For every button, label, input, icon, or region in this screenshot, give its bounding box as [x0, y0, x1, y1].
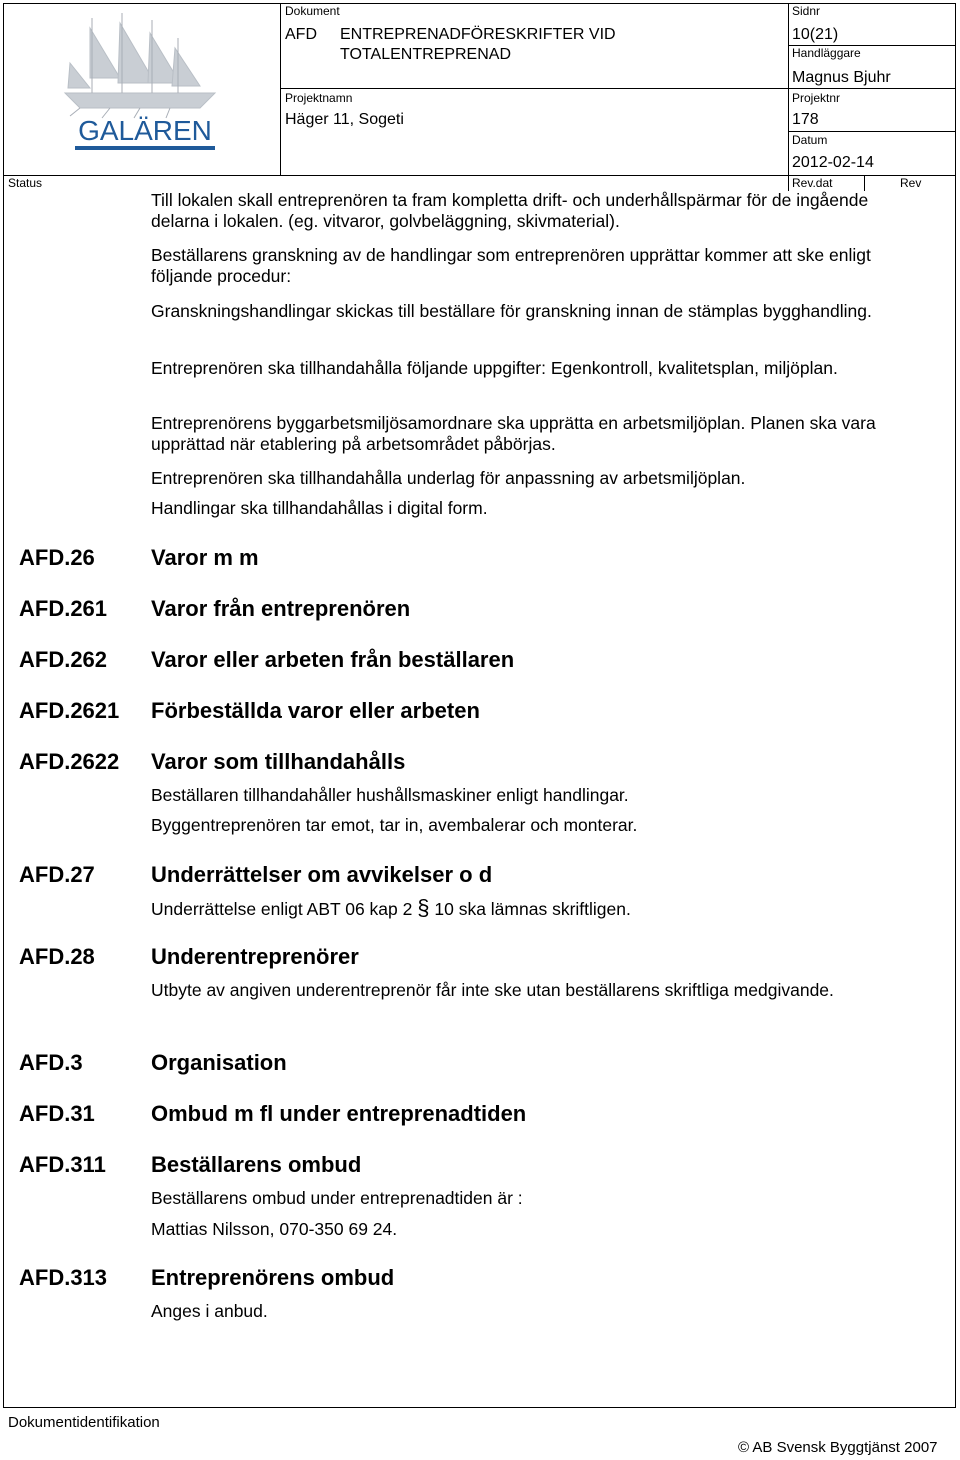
s311-line-1: Beställarens ombud under entreprenadtiden är : [151, 1188, 523, 1208]
section-heading: Varor som tillhandahålls [151, 749, 406, 774]
sidnr-label: Sidnr [792, 4, 821, 18]
section-code: AFD.26 [19, 545, 95, 570]
section-code: AFD.3 [19, 1050, 83, 1075]
paragraph-arbetsmiljoplan: Entreprenörens byggarbetsmiljösamordnare ska upprätta en arbetsmiljöplan. Planen ska vara upprättad när etablering på arbetsområdet påbörjas. [151, 413, 876, 454]
section-code: AFD.262 [19, 647, 108, 672]
s27-text [151, 897, 891, 920]
header-divider-right [788, 3, 789, 191]
dokument-code: AFD [285, 26, 317, 43]
doc-id-label: Dokumentidentifikation [8, 1414, 160, 1431]
rev-label: Rev [900, 176, 922, 190]
section-code: AFD.28 [19, 944, 95, 969]
datum-value: 2012-02-14 [792, 154, 874, 171]
rev-divider [864, 175, 865, 191]
section-heading: Ombud m fl under entreprenadtiden [151, 1101, 527, 1126]
section-sign: § [417, 895, 430, 920]
s313-line-1: Anges i anbud. [151, 1301, 268, 1321]
section-heading: Underrättelser om avvikelser o d [151, 862, 493, 887]
section-code: AFD.311 [19, 1152, 106, 1177]
section-heading: Entreprenörens ombud [151, 1265, 395, 1290]
section-heading: Varor från entreprenören [151, 596, 411, 621]
s27-text-pre: Underrättelse enligt ABT 06 kap 2 [151, 899, 413, 919]
galaren-logo [50, 8, 240, 158]
section-heading: Underentreprenörer [151, 944, 359, 969]
handlaggare-label: Handläggare [792, 46, 861, 60]
section-code: AFD.2621 [19, 698, 120, 723]
projektnr-value: 178 [792, 111, 819, 128]
s2622-line-2: Byggentreprenören tar emot, tar in, avembalerar och monterar. [151, 815, 638, 835]
copyright: © AB Svensk Byggtjänst 2007 [738, 1439, 938, 1456]
dokument-label: Dokument [285, 4, 340, 18]
sidnr-value: 10(21) [792, 26, 839, 43]
projektnamn-value: Häger 11, Sogeti [285, 111, 404, 128]
header-line-1 [280, 88, 956, 89]
paragraph-digital-form: Handlingar ska tillhandahållas i digital form. [151, 498, 488, 518]
dokument-title-1: ENTREPRENADFÖRESKRIFTER VID [340, 26, 616, 43]
paragraph-uppgifter: Entreprenören ska tillhandahålla följande uppgifter: Egenkontroll, kvalitetsplan, miljöplan. [151, 358, 838, 378]
section-code: AFD.2622 [19, 749, 120, 774]
handlaggare-value: Magnus Bjuhr [792, 69, 891, 86]
dokument-title-2: TOTALENTREPRENAD [340, 46, 511, 63]
section-code: AFD.27 [19, 862, 95, 887]
header-line-4 [788, 131, 956, 132]
section-code: AFD.261 [19, 596, 108, 621]
projektnr-label: Projektnr [792, 91, 841, 105]
paragraph-granskningshandlingar: Granskningshandlingar skickas till beställare för granskning innan de stämplas bygghandling. [151, 301, 872, 321]
datum-label: Datum [792, 133, 828, 147]
paragraph-granskning: Beställarens granskning av de handlingar som entreprenören upprättar kommer att ske enligt följande procedur: [151, 245, 871, 286]
s2622-line-1: Beställaren tillhandahåller hushållsmaskiner enligt handlingar. [151, 785, 629, 805]
section-heading: Beställarens ombud [151, 1152, 362, 1177]
section-heading: Förbeställda varor eller arbeten [151, 698, 480, 723]
paragraph-drift-underhall: Till lokalen skall entreprenören ta fram kompletta drift- och underhållspärmar för de ingående delarna i lokalen. (eg. vitvaror, golvbeläggning, skivmaterial). [151, 190, 869, 231]
status-label: Status [8, 176, 43, 190]
logo-text: GALÄREN [78, 115, 212, 146]
s27-text-post: 10 ska lämnas skriftligen. [434, 899, 631, 919]
paragraph-underlag: Entreprenören ska tillhandahålla underlag för anpassning av arbetsmiljöplan. [151, 468, 746, 488]
s311-line-2: Mattias Nilsson, 070-350 69 24. [151, 1219, 398, 1239]
revdat-label: Rev.dat [792, 176, 833, 190]
section-code: AFD.313 [19, 1265, 108, 1290]
section-heading: Varor eller arbeten från beställaren [151, 647, 515, 672]
section-heading: Varor m m [151, 545, 259, 570]
s28-text: Utbyte av angiven underentreprenör får inte ske utan beställarens skriftliga medgivande. [151, 980, 834, 1000]
projektnamn-label: Projektnamn [285, 91, 353, 105]
section-heading: Organisation [151, 1050, 287, 1075]
header-divider-left [280, 3, 281, 175]
section-code: AFD.31 [19, 1101, 95, 1126]
